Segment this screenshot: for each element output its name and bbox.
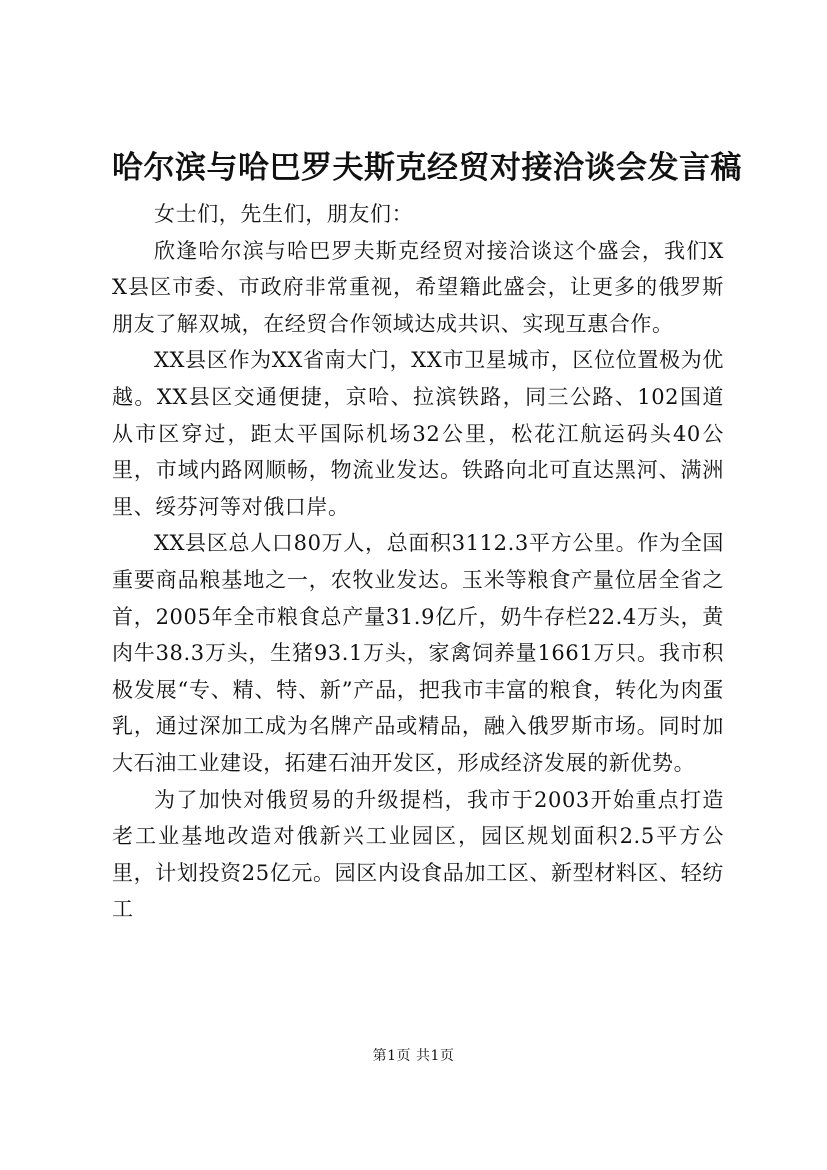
body-paragraph: XX县区总人口80万人，总面积3112.3平方公里。作为全国重要商品粮基地之一，农牧业发达。玉米等粮食产量位居全省之首，2005年全市粮食总产量31.9亿斤，奶牛存栏22.4万头，黄肉牛38.3万头，生猪93.1万头，家禽饲养量1661万只。我市积极发展“专、精、特、新”产品，把我市丰富的粮食，转化为肉蛋乳，通过深加工成为名牌产品或精品，融入俄罗斯市场。同时加大石油工业建设，拓建石油开发区，形成经济发展的新优势。 xyxy=(112,531,724,775)
body-paragraph: 为了加快对俄贸易的升级提档，我市于2003开始重点打造老工业基地改造对俄新兴工业园区，园区规划面积2.5平方公里，计划投资25亿元。园区内设食品加工区、新型材料区、轻纺工 xyxy=(112,787,724,922)
page-number-footer: 第1页 共1页 xyxy=(372,1048,455,1064)
body-paragraph: 欣逢哈尔滨与哈巴罗夫斯克经贸对接洽谈这个盛会，我们XX县区市委、市政府非常重视，希望籍此盛会，让更多的俄罗斯朋友了解双城，在经贸合作领域达成共识、实现互惠合作。 xyxy=(112,238,724,336)
document-body xyxy=(112,196,724,928)
document-title: 哈尔滨与哈巴罗夫斯克经贸对接洽谈会发言稿 xyxy=(112,150,742,186)
body-paragraph: XX县区作为XX省南大门，XX市卫星城市，区位位置极为优越。XX县区交通便捷，京哈、拉滨铁路，同三公路、102国道从市区穿过，距太平国际机场32公里，松花江航运码头40公里，市域内路网顺畅，物流业发达。铁路向北可直达黑河、满洲里、绥芬河等对俄口岸。 xyxy=(112,348,724,519)
salutation-paragraph: 女士们，先生们，朋友们： xyxy=(154,202,414,226)
